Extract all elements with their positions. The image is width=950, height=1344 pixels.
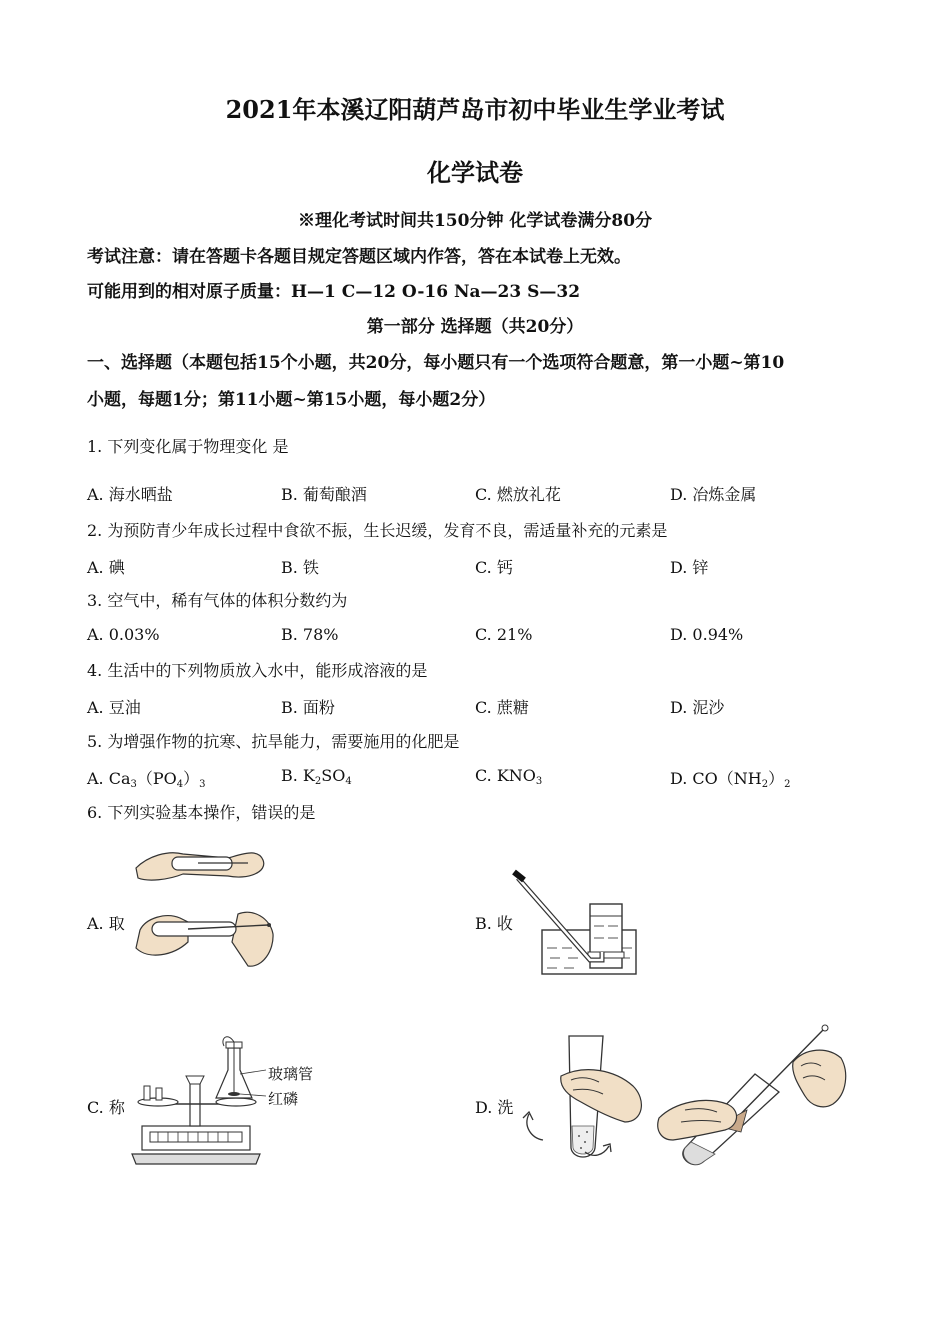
exam-notice: 考试注意：请在答题卡各题目规定答题区域内作答，答在本试卷上无效。 (87, 247, 631, 267)
question-3-option-d: D. 0.94% (670, 625, 744, 644)
question-2-option-c: C. 钙 (475, 558, 513, 577)
part-title: 第一部分 选择题（共20分） (366, 317, 584, 337)
question-6-stem: 6. 下列实验基本操作，错误的是 (87, 803, 316, 822)
question-6-option-b: B. 收 (475, 914, 513, 933)
question-6-option-c: C. 称 (87, 1098, 125, 1117)
question-3-option-b: B. 78% (281, 625, 339, 644)
question-4-option-b: B. 面粉 (281, 698, 335, 717)
question-6-option-d: D. 洗 (475, 1098, 514, 1117)
section-instruction-line1: 一、选择题（本题包括15个小题，共20分，每小题只有一个选项符合题意，第一小题~第10 (87, 353, 785, 373)
question-5-option-b: B. $K_2SO_4$ (281, 766, 352, 787)
question-4-option-a: A. 豆油 (87, 698, 141, 717)
section-instruction-line2: 小题，每题1分；第11小题~第15小题，每小题2分） (87, 390, 496, 410)
question-1-option-c: C. 燃放礼花 (475, 485, 561, 504)
atomic-mass-line: 可能用到的相对原子质量：H—1 C—12 O-16 Na—23 S—32 (87, 282, 581, 302)
question-3-option-a: A. 0.03% (87, 625, 160, 644)
question-1-option-b: B. 葡萄酿酒 (281, 485, 367, 504)
brush-test-tube-figure (655, 1022, 850, 1170)
test-tube-take-solid-figure (128, 838, 280, 976)
question-3-option-c: C. 21% (475, 625, 533, 644)
question-4-stem: 4. 生活中的下列物质放入水中，能形成溶液的是 (87, 661, 428, 680)
shake-test-tube-figure (515, 1030, 650, 1165)
question-2-stem: 2. 为预防青少年成长过程中食欲不振，生长迟缓，发育不良，需适量补充的元素是 (87, 521, 668, 540)
question-5-option-d: D. $CO(NH_2)_2$ (670, 769, 791, 790)
question-1-stem: 1. 下列变化属于物理变化 是 (87, 437, 289, 456)
question-6-option-a: A. 取 (87, 914, 125, 933)
red-phosphorus-label: 红磷 (268, 1090, 299, 1108)
question-4-option-c: C. 蔗糖 (475, 698, 529, 717)
exam-title: 2021年本溪辽阳葫芦岛市初中毕业生学业考试 (225, 95, 725, 124)
question-2-option-b: B. 铁 (281, 558, 319, 577)
exam-subtitle: 化学试卷 (427, 158, 523, 187)
glass-tube-label: 玻璃管 (268, 1065, 314, 1083)
question-1-option-d: D. 冶炼金属 (670, 485, 757, 504)
question-2-option-a: A. 碘 (87, 558, 125, 577)
question-4-option-d: D. 泥沙 (670, 698, 725, 717)
question-2-option-d: D. 锌 (670, 558, 709, 577)
gas-collection-over-water-figure (512, 868, 642, 978)
question-1-option-a: A. 海水晒盐 (87, 485, 173, 504)
question-5-stem: 5. 为增强作物的抗寒、抗旱能力，需要施用的化肥是 (87, 732, 460, 751)
question-5-option-c: C. $KNO_3$ (475, 766, 543, 787)
question-3-stem: 3. 空气中，稀有气体的体积分数约为 (87, 591, 348, 610)
exam-info: ※理化考试时间共150分钟 化学试卷满分80分 (297, 211, 653, 231)
balance-weighing-figure (128, 1030, 268, 1166)
question-5-option-a: A. $Ca_3(PO_4)_3$ (87, 769, 206, 790)
